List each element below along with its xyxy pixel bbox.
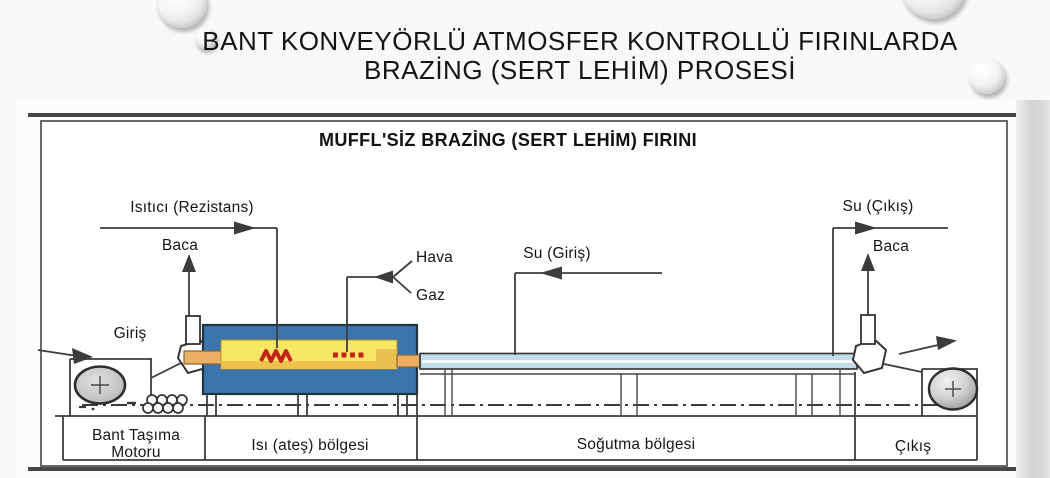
exit-chimney [861, 315, 875, 344]
water-outlet-label: Su (Çıkış) [842, 198, 914, 215]
inlet-label: Giriş [113, 325, 147, 342]
roller [143, 403, 153, 413]
entry-chimney [186, 316, 200, 344]
zone-cooling-label: Soğutma bölgesi [576, 436, 696, 453]
hot-zone-floor [221, 361, 397, 369]
zone-exit-label: Çıkış [894, 438, 932, 455]
chimney-left-label: Baca [161, 237, 199, 254]
slide-title-line1: BANT KONVEYÖRLÜ ATMOSFER KONTROLLÜ FIRINLARDA [202, 26, 958, 56]
scan-bottom-rule [28, 467, 1016, 471]
chimney-right-label: Baca [872, 238, 910, 255]
water-inlet-label: Su (Giriş) [523, 245, 591, 262]
roller [153, 403, 163, 413]
mark [92, 408, 95, 411]
heater-label: Isıtıcı (Rezistans) [130, 199, 254, 216]
zone-heat-label: Isı (ateş) bölgesi [251, 437, 369, 454]
slide-title-line2: BRAZİNG (SERT LEHİM) PROSESİ [363, 55, 796, 85]
roller [173, 403, 183, 413]
scan-top-rule [28, 113, 1016, 117]
zone-belt-motor-label-line1: Bant Taşıma [91, 427, 181, 444]
gas-label: Gaz [416, 287, 446, 304]
muffle-tube-right [397, 355, 422, 367]
hot-zone-step [376, 349, 397, 369]
zone-belt-motor-label-line2: Motoru [111, 444, 161, 461]
air-label: Hava [416, 249, 453, 266]
diagram-frame [41, 121, 1007, 466]
muffle-tube-left [184, 351, 222, 364]
roller [163, 403, 173, 413]
diagram-title: MUFFL'SİZ BRAZİNG (SERT LEHİM) FIRINI [318, 130, 698, 150]
scan-paper [17, 100, 1050, 478]
scan-edge-shadow [1016, 100, 1050, 478]
